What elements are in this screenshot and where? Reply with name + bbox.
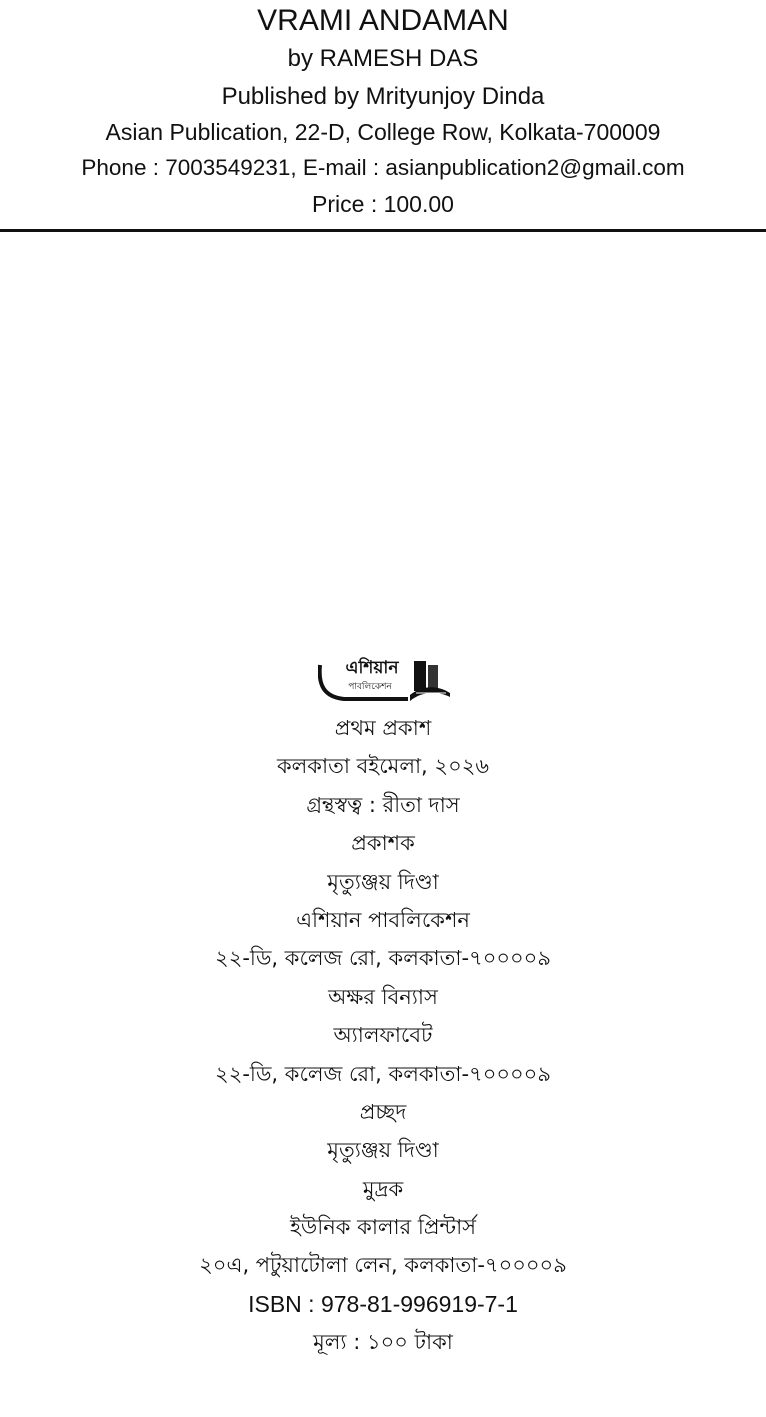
price-bengali: মূল্য : ১০০ টাকা bbox=[313, 1330, 453, 1355]
typesetter-name: অ্যালফাবেট bbox=[333, 1023, 433, 1048]
printer-address: ২০এ, পটুয়াটোলা লেন, কলকাতা-৭০০০০৯ bbox=[199, 1253, 567, 1278]
publisher-logo bbox=[318, 655, 452, 703]
isbn: ISBN : 978-81-996919-7-1 bbox=[248, 1290, 518, 1317]
publisher-house: এশিয়ান পাবলিকেশন bbox=[296, 907, 470, 932]
printer-label: মুদ্রক bbox=[362, 1176, 404, 1201]
book-price: Price : 100.00 bbox=[312, 191, 454, 217]
printer-name: ইউনিক কালার প্রিন্টার্স bbox=[289, 1215, 477, 1240]
logo-subtitle: পাবলিকেশন bbox=[348, 682, 392, 692]
typesetting-label: অক্ষর বিন্যাস bbox=[328, 984, 438, 1009]
header-divider bbox=[0, 229, 766, 232]
cover-label: প্রচ্ছদ bbox=[359, 1099, 407, 1124]
first-edition-event: কলকাতা বইমেলা, ২০২৬ bbox=[276, 754, 490, 779]
publisher-name: মৃত্যুঞ্জয় দিণ্ডা bbox=[327, 869, 439, 894]
publisher-contact: Phone : 7003549231, E-mail : asianpublication2@gmail.com bbox=[81, 155, 685, 180]
publisher-house-address: ২২-ডি, কলেজ রো, কলকাতা-৭০০০০৯ bbox=[215, 946, 551, 971]
publisher-address: Asian Publication, 22-D, College Row, Kolkata-700009 bbox=[105, 119, 661, 145]
book-title: VRAMI ANDAMAN bbox=[257, 4, 509, 37]
book-author: by RAMESH DAS bbox=[287, 45, 479, 72]
publisher-label: প্রকাশক bbox=[351, 831, 415, 856]
copyright-line: গ্রন্থস্বত্ব : রীতা দাস bbox=[306, 792, 460, 817]
cover-artist: মৃত্যুঞ্জয় দিণ্ডা bbox=[327, 1138, 439, 1163]
publisher-line: Published by Mrityunjoy Dinda bbox=[221, 83, 545, 110]
logo-name: এশিয়ান bbox=[345, 658, 399, 678]
typesetter-address: ২২-ডি, কলেজ রো, কলকাতা-৭০০০০৯ bbox=[215, 1061, 551, 1086]
first-edition-label: প্রথম প্রকাশ bbox=[334, 716, 432, 740]
colophon bbox=[0, 709, 766, 1362]
